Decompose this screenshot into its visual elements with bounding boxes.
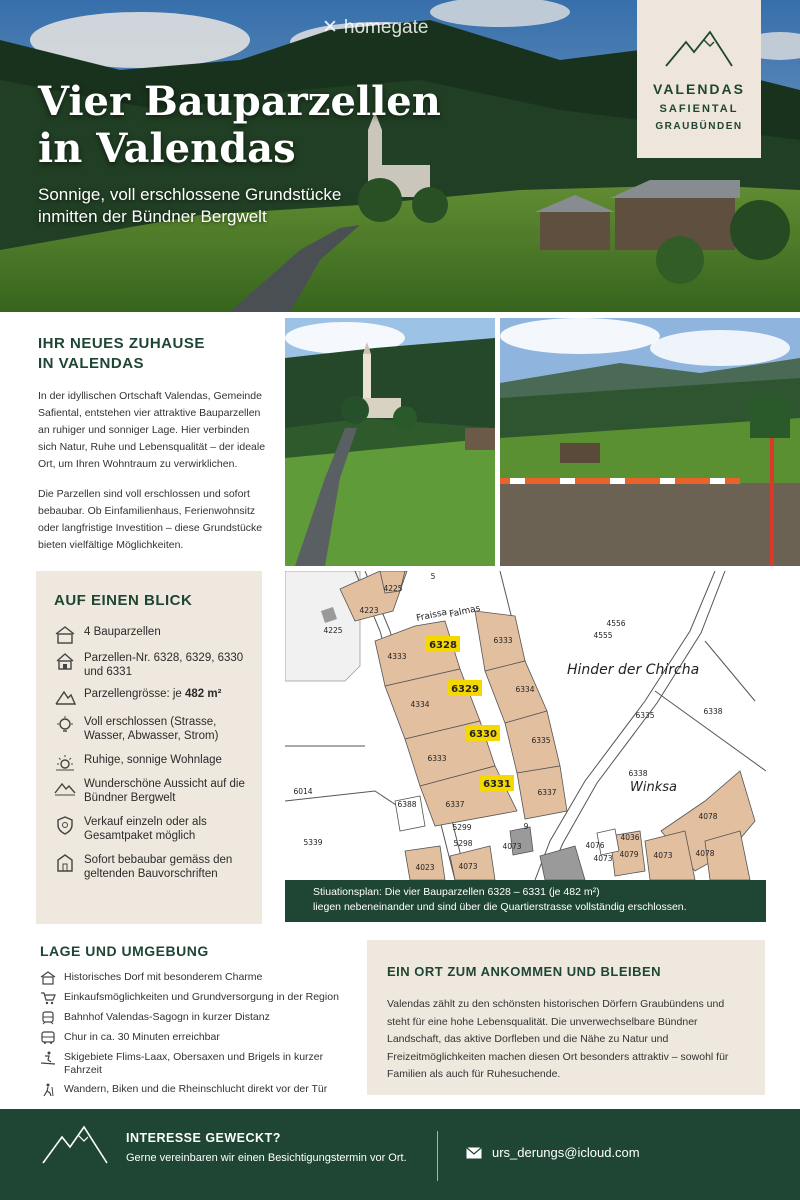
subtitle-line-1: Sonnige, voll erschlossene Grundstücke <box>38 185 342 204</box>
location-text: Einkaufsmöglichkeiten und Grundversorgung in der Region <box>64 991 339 1003</box>
fact-item <box>54 777 248 815</box>
highlight-parcel-number: 6331 <box>483 779 511 790</box>
email-address[interactable]: urs_derungs@icloud.com <box>492 1145 640 1160</box>
map-house-icon <box>54 651 76 671</box>
parcel-number: 6337 <box>445 800 465 809</box>
location-text: Historisches Dorf mit besonderem Charme <box>64 971 263 983</box>
footer-text: Gerne vereinbaren wir einen Besichtigungstermin vor Ort. <box>126 1152 407 1164</box>
homegate-watermark <box>322 16 428 39</box>
fact-item <box>54 753 248 777</box>
parcel-number: 4073 <box>593 854 613 863</box>
cart-icon <box>40 991 56 1005</box>
map-caption <box>285 880 766 922</box>
house-icon <box>54 625 76 645</box>
parcel-number: 4023 <box>415 863 435 872</box>
parcel-number: 6338 <box>628 769 648 778</box>
highlight-parcel-number: 6328 <box>429 640 457 651</box>
fact-text: 4 Bauparzellen <box>84 626 161 638</box>
fact-text: Parzellen-Nr. 6328, 6329, 6330 und 6331 <box>84 652 244 678</box>
logo-line-3: GRAUBÜNDEN <box>655 121 743 132</box>
fact-item <box>54 651 248 687</box>
fact-text <box>84 687 221 701</box>
location-text: Bahnhof Valendas-Sagogn in kurzer Distanz <box>64 1011 270 1023</box>
watermark-text: homegate <box>343 16 429 38</box>
place-label: Falmas <box>448 603 482 620</box>
parcel-number: 4225 <box>383 584 403 593</box>
intro-paragraph-1: In der idyllischen Ortschaft Valendas, Gemeinde Safiental, entstehen vier attraktive Bauparzellen an ruhiger und sonniger Lage. Hier verbinden sich Natur, Ruhe und Lebensqualität – der ideale Ort, um Ihren Wohntraum zu verwirklichen. <box>38 390 266 470</box>
sun-icon <box>54 753 76 773</box>
map-labels <box>285 571 766 880</box>
location-item <box>40 1051 360 1077</box>
intro-heading-line-2: IN VALENDAS <box>38 355 145 372</box>
fact-item <box>54 715 248 753</box>
parcel-number: 5339 <box>303 838 323 847</box>
village-church-photo <box>285 318 495 566</box>
contact-footer <box>0 1109 800 1200</box>
fact-item <box>54 687 248 715</box>
fact-text: Ruhige, sonnige Wohnlage <box>84 754 222 766</box>
mail-icon <box>466 1147 482 1159</box>
parcel-number: 4079 <box>619 850 639 859</box>
at-a-glance-box <box>36 571 262 924</box>
place-label: Hinder der Chircha <box>567 662 700 678</box>
fact-text: Verkauf einzeln oder als Gesamtpaket möglich <box>84 816 207 842</box>
arrive-text: Valendas zählt zu den schönsten historischen Dörfern Graubündens und steht für eine hohe Lebensqualität. Die unverwechselbare Bündner Landschaft, das aktive Dorfleben und die Nähe zu Natur und Freizeitmöglichkeiten machen diesen Ort besonders attraktiv – sowohl für Familien als auch für Ruhesuchende. <box>387 998 729 1080</box>
building-icon <box>54 853 76 873</box>
building-plot-photo <box>500 318 800 566</box>
location-text: Wandern, Biken und die Rheinschlucht direkt vor der Tür <box>64 1083 328 1095</box>
location-section <box>40 941 360 1103</box>
parcel-number: 4036 <box>620 833 640 842</box>
location-text: Chur in ca. 30 Minuten erreichbar <box>64 1031 220 1043</box>
homegate-logo-icon: ✕ <box>322 17 338 38</box>
parcel-number: 4334 <box>410 700 430 709</box>
parcel-number: 6333 <box>493 636 513 645</box>
fact-text-prefix: Parzellengrösse: je <box>84 688 185 700</box>
intro-heading-line-1: IHR NEUES ZUHAUSE <box>38 335 205 352</box>
parcel-number: 4556 <box>606 619 626 628</box>
train-icon <box>40 1011 56 1025</box>
location-item <box>40 1083 360 1097</box>
fact-item <box>54 625 248 651</box>
map-caption-line-1: Stiuationsplan: Die vier Bauparzellen 6328 – 6331 (je 482 m²) <box>313 886 600 898</box>
footer-divider <box>437 1131 438 1181</box>
highlight-parcel-number: 6329 <box>451 684 479 695</box>
parcel-number: 6337 <box>537 788 557 797</box>
fact-item <box>54 853 248 889</box>
hiker-icon <box>40 1083 56 1097</box>
arrive-heading: EIN ORT ZUM ANKOMMEN UND BLEIBEN <box>387 964 662 979</box>
parcel-number: 5 <box>430 572 436 581</box>
parcel-number: 6333 <box>427 754 447 763</box>
parcel-number: 6338 <box>703 707 723 716</box>
parcel-number: 6388 <box>397 800 417 809</box>
parcel-number: 4333 <box>387 652 407 661</box>
parcel-number: 4078 <box>698 812 718 821</box>
subtitle-line-2: inmitten der Bündner Bergwelt <box>38 207 267 226</box>
fact-item <box>54 815 248 853</box>
parcel-number: 4078 <box>695 849 715 858</box>
parcel-number: 6014 <box>293 787 313 796</box>
page-subtitle <box>38 184 341 228</box>
place-label: Fraissa <box>415 607 449 624</box>
map-caption-line-2: liegen nebeneinander und sind über die Quartierstrasse vollständig erschlossen. <box>313 901 687 913</box>
location-item <box>40 1011 360 1025</box>
highlight-parcel-number: 6330 <box>469 729 497 740</box>
mountain-icon <box>54 687 76 707</box>
location-text: Skigebiete Flims-Laax, Obersaxen und Brigels in kurzer Fahrzeit <box>64 1051 324 1076</box>
parcel-number: 4076 <box>585 841 605 850</box>
fact-text: Sofort bebaubar gemäss den geltenden Bauvorschriften <box>84 854 233 880</box>
parcel-number: 6335 <box>531 736 551 745</box>
parcel-number: 5299 <box>452 823 472 832</box>
village-icon <box>40 971 56 985</box>
arrive-and-stay-box <box>367 940 765 1095</box>
location-item <box>40 971 360 985</box>
parcel-number: 4073 <box>458 862 478 871</box>
site-plan-map <box>285 571 766 880</box>
parcel-number: 4223 <box>359 606 379 615</box>
parcel-number: 4073 <box>653 851 673 860</box>
parcel-number: 5298 <box>453 839 473 848</box>
logo-line-2: SAFIENTAL <box>659 103 739 115</box>
place-label: Winksa <box>630 780 677 795</box>
footer-title: INTERESSE GEWECKT? <box>126 1131 281 1145</box>
email-link[interactable] <box>466 1145 640 1160</box>
parcel-number: 4225 <box>323 626 343 635</box>
logo-line-1: VALENDAS <box>653 81 745 97</box>
parcel-number: 4555 <box>593 631 613 640</box>
mountain-logo-icon <box>664 30 734 68</box>
fact-text-bold: 482 m² <box>185 688 222 700</box>
skier-icon <box>40 1051 56 1065</box>
valendas-logo <box>637 0 761 158</box>
intro-section <box>38 334 270 567</box>
fact-text: Voll erschlossen (Strasse, Wasser, Abwasser, Strom) <box>84 716 219 742</box>
intro-heading <box>38 334 270 374</box>
parcel-number: 6334 <box>515 685 535 694</box>
page-title <box>38 78 441 172</box>
mountain-footer-icon <box>42 1125 108 1165</box>
at-a-glance-heading: AUF EINEN BLICK <box>54 592 193 609</box>
location-item <box>40 991 360 1005</box>
title-line-2: in Valendas <box>38 125 296 172</box>
parcel-number: 4073 <box>502 842 522 851</box>
intro-paragraph-2: Die Parzellen sind voll erschlossen und sofort bebaubar. Ob Einfamilienhaus, Ferienwohnsitz oder langfristige Investition – diese Grundstücke bieten vielfältige Möglichkeiten. <box>38 488 263 551</box>
location-item <box>40 1031 360 1045</box>
fact-text: Wunderschöne Aussicht auf die Bündner Bergwelt <box>84 778 245 804</box>
location-heading: LAGE UND UMGEBUNG <box>40 943 209 959</box>
parcel-number: 6335 <box>635 711 655 720</box>
hero-section <box>0 0 800 312</box>
bus-icon <box>40 1031 56 1045</box>
lightbulb-icon <box>54 715 76 735</box>
title-line-1: Vier Bauparzellen <box>38 78 441 125</box>
parcel-number: 9 <box>523 822 529 831</box>
mountain-view-icon <box>54 777 76 797</box>
shield-icon <box>54 815 76 835</box>
